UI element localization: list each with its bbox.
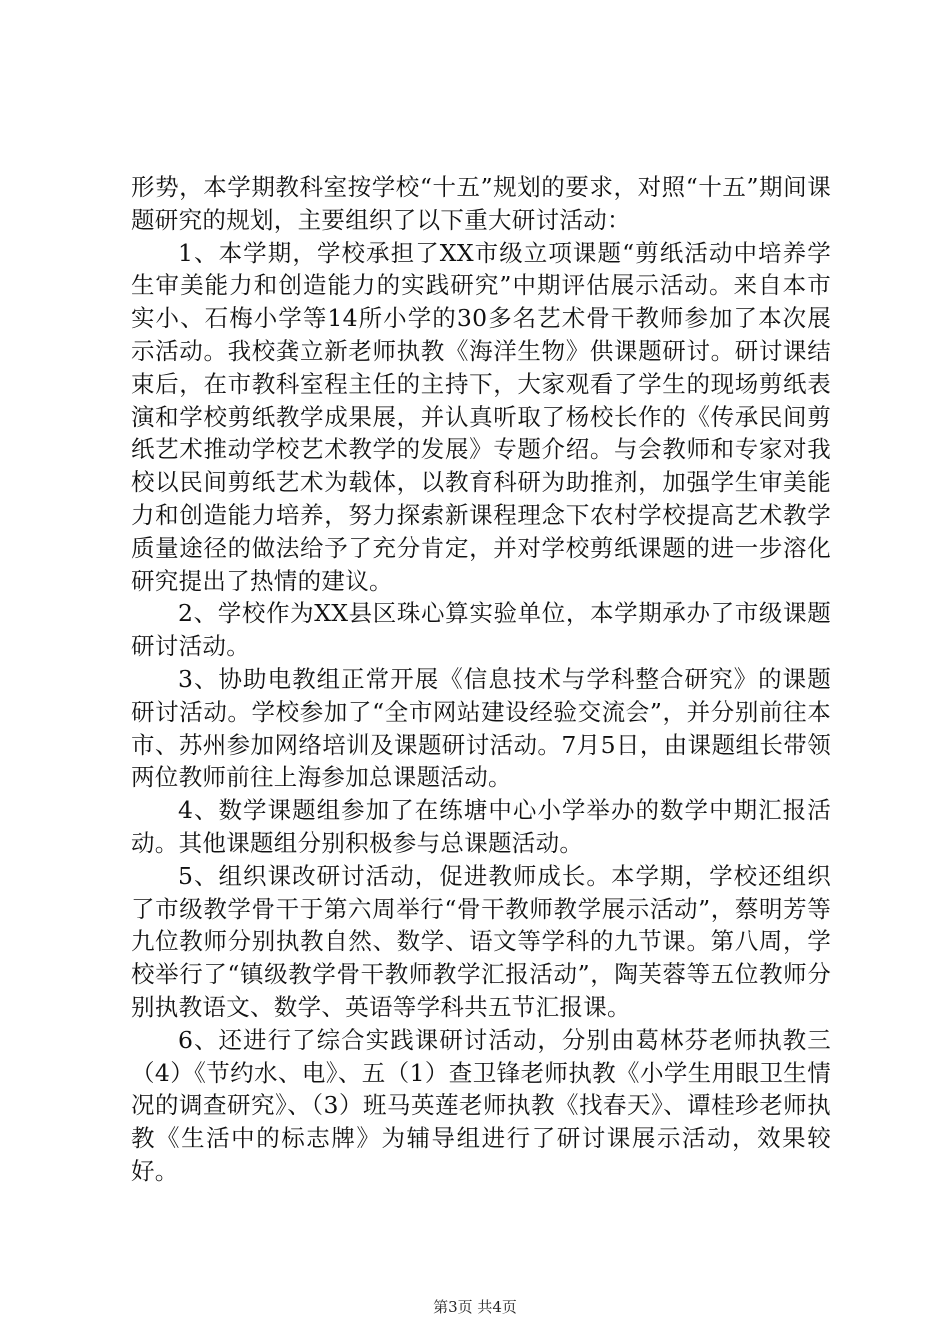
paragraph-item-4: 4、数学课题组参加了在练塘中心小学举办的数学中期汇报活动。其他课题组分别积极参与总课题活动。: [131, 796, 831, 857]
page-number-footer: 第3页 共4页: [433, 1298, 517, 1316]
paragraph-item-6: 6、还进行了综合实践课研讨活动，分别由葛林芬老师执教三（4）《节约水、电》、五（1）查卫锋老师执教《小学生用眼卫生情况的调查研究》、（3）班马英莲老师执教《找春天》、谭桂珍老师执教《生活中的标志牌》为辅导组进行了研讨课展示活动，效果较好。: [131, 1025, 831, 1185]
paragraph-item-3: 3、协助电教组正常开展《信息技术与学科整合研究》的课题研讨活动。学校参加了“全市网站建设经验交流会”，并分别前往本市、苏州参加网络培训及课题研讨活动。7月5日，由课题组长带领两位教师前往上海参加总课题活动。: [131, 664, 831, 792]
document-body: [131, 171, 831, 1188]
paragraph-item-5: 5、组织课改研讨活动，促进教师成长。本学期，学校还组织了市级教学骨干于第六周举行“骨干教师教学展示活动”，蔡明芳等九位教师分别执教自然、数学、语文等学科的九节课。第八周，学校举行了“镇级教学骨干教师教学汇报活动”，陶芙蓉等五位教师分别执教语文、数学、英语等学科共五节汇报课。: [131, 861, 831, 1021]
paragraph-item-2: 2、学校作为XX县区珠心算实验单位，本学期承办了市级课题研讨活动。: [131, 599, 831, 661]
paragraph-item-1: 1、本学期，学校承担了XX市级立项课题“剪纸活动中培养学生审美能力和创造能力的实践研究”中期评估展示活动。来自本市实小、石梅小学等14所小学的30多名艺术骨干教师参加了本次展示活动。我校龚立新老师执教《海洋生物》供课题研讨。研讨课结束后，在市教科室程主任的主持下，大家观看了学生的现场剪纸表演和学校剪纸教学成果展，并认真听取了杨校长作的《传承民间剪纸艺术推动学校艺术教学的发展》专题介绍。与会教师和专家对我校以民间剪纸艺术为载体，以教育科研为助推剂，加强学生审美能力和创造能力培养，努力探索新课程理念下农村学校提高艺术教学质量途径的做法给予了充分肯定，并对学校剪纸课题的进一步溶化研究提出了热情的建议。: [131, 238, 831, 595]
paragraph-intro: 形势，本学期教科室按学校“十五”规划的要求，对照“十五”期间课题研究的规划，主要组织了以下重大研讨活动：: [131, 173, 831, 234]
